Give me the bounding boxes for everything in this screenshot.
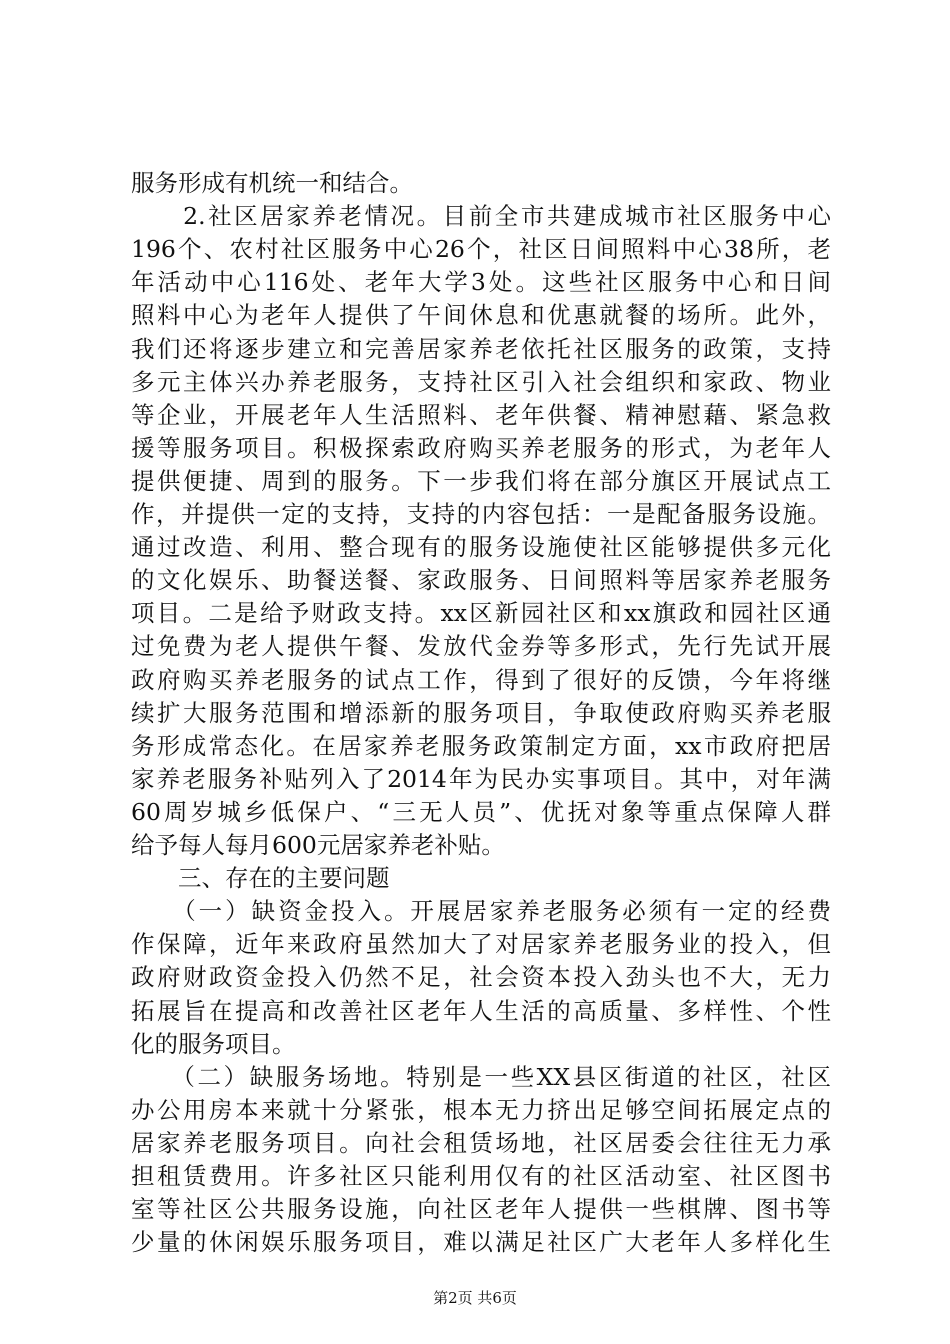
text-line: 作保障，近年来政府虽然加大了对居家养老服务业的投入，但 (131, 930, 831, 959)
text-line: 家养老服务补贴列入了2014年为民办实事项目。其中，对年满 (131, 764, 831, 793)
text-line: （一）缺资金投入。开展居家养老服务必须有一定的经费 (131, 897, 831, 926)
text-line: 拓展旨在提高和改善社区老年人生活的高质量、多样性、个性 (131, 996, 831, 1025)
text-line: 多元主体兴办养老服务，支持社区引入社会组织和家政、物业 (131, 367, 831, 396)
text-line: 服务形成有机统一和结合。 (131, 169, 413, 197)
text-line: 年活动中心116处、老年大学3处。这些社区服务中心和日间 (131, 268, 831, 297)
text-line: 室等社区公共服务设施，向社区老年人提供一些棋牌、图书等 (131, 1195, 831, 1224)
text-line: 60周岁城乡低保户、“三无人员”、优抚对象等重点保障人群 (131, 797, 831, 826)
text-line: 196个、农村社区服务中心26个，社区日间照料中心38所，老 (131, 235, 831, 264)
text-line: 过免费为老人提供午餐、发放代金券等多形式，先行先试开展 (131, 632, 831, 661)
text-line: 给予每人每月600元居家养老补贴。 (131, 831, 505, 859)
text-line: 少量的休闲娱乐服务项目，难以满足社区广大老年人多样化生 (131, 1228, 831, 1257)
text-line: 照料中心为老年人提供了午间休息和优惠就餐的场所。此外， (131, 301, 831, 330)
text-line: （二）缺服务场地。特别是一些XX县区街道的社区，社区 (131, 1062, 831, 1091)
text-line: 办公用房本来就十分紧张，根本无力挤出足够空间拓展定点的 (131, 1095, 831, 1124)
section-heading: 三、存在的主要问题 (131, 864, 390, 893)
text-line: 居家养老服务项目。向社会租赁场地，社区居委会往往无力承 (131, 1128, 831, 1157)
text-line: 化的服务项目。 (131, 1029, 296, 1058)
text-line: 续扩大服务范围和增添新的服务项目，争取使政府购买养老服 (131, 698, 831, 727)
text-line: 的文化娱乐、助餐送餐、家政服务、日间照料等居家养老服务 (131, 566, 831, 595)
text-line: 项目。二是给予财政支持。xx区新园社区和xx旗政和园社区通 (131, 599, 831, 628)
text-line: 担租赁费用。许多社区只能利用仅有的社区活动室、社区图书 (131, 1162, 831, 1190)
text-line: 2.社区居家养老情况。目前全市共建成城市社区服务中心 (131, 202, 831, 231)
text-line: 提供便捷、周到的服务。下一步我们将在部分旗区开展试点工 (131, 466, 831, 495)
text-line: 作，并提供一定的支持，支持的内容包括：一是配备服务设施。 (131, 500, 831, 528)
text-line: 援等服务项目。积极探索政府购买养老服务的形式，为老年人 (131, 433, 831, 462)
text-line: 政府财政资金投入仍然不足，社会资本投入劲头也不大，无力 (131, 963, 831, 992)
text-line: 政府购买养老服务的试点工作，得到了很好的反馈，今年将继 (131, 665, 831, 694)
page-footer: 第2页 共6页 (433, 1289, 517, 1307)
text-line: 等企业，开展老年人生活照料、老年供餐、精神慰藉、紧急救 (131, 400, 831, 429)
text-line: 通过改造、利用、整合现有的服务设施使社区能够提供多元化 (131, 533, 831, 562)
text-line: 我们还将逐步建立和完善居家养老依托社区服务的政策，支持 (131, 334, 831, 363)
text-line: 务形成常态化。在居家养老服务政策制定方面，xx市政府把居 (131, 731, 831, 760)
